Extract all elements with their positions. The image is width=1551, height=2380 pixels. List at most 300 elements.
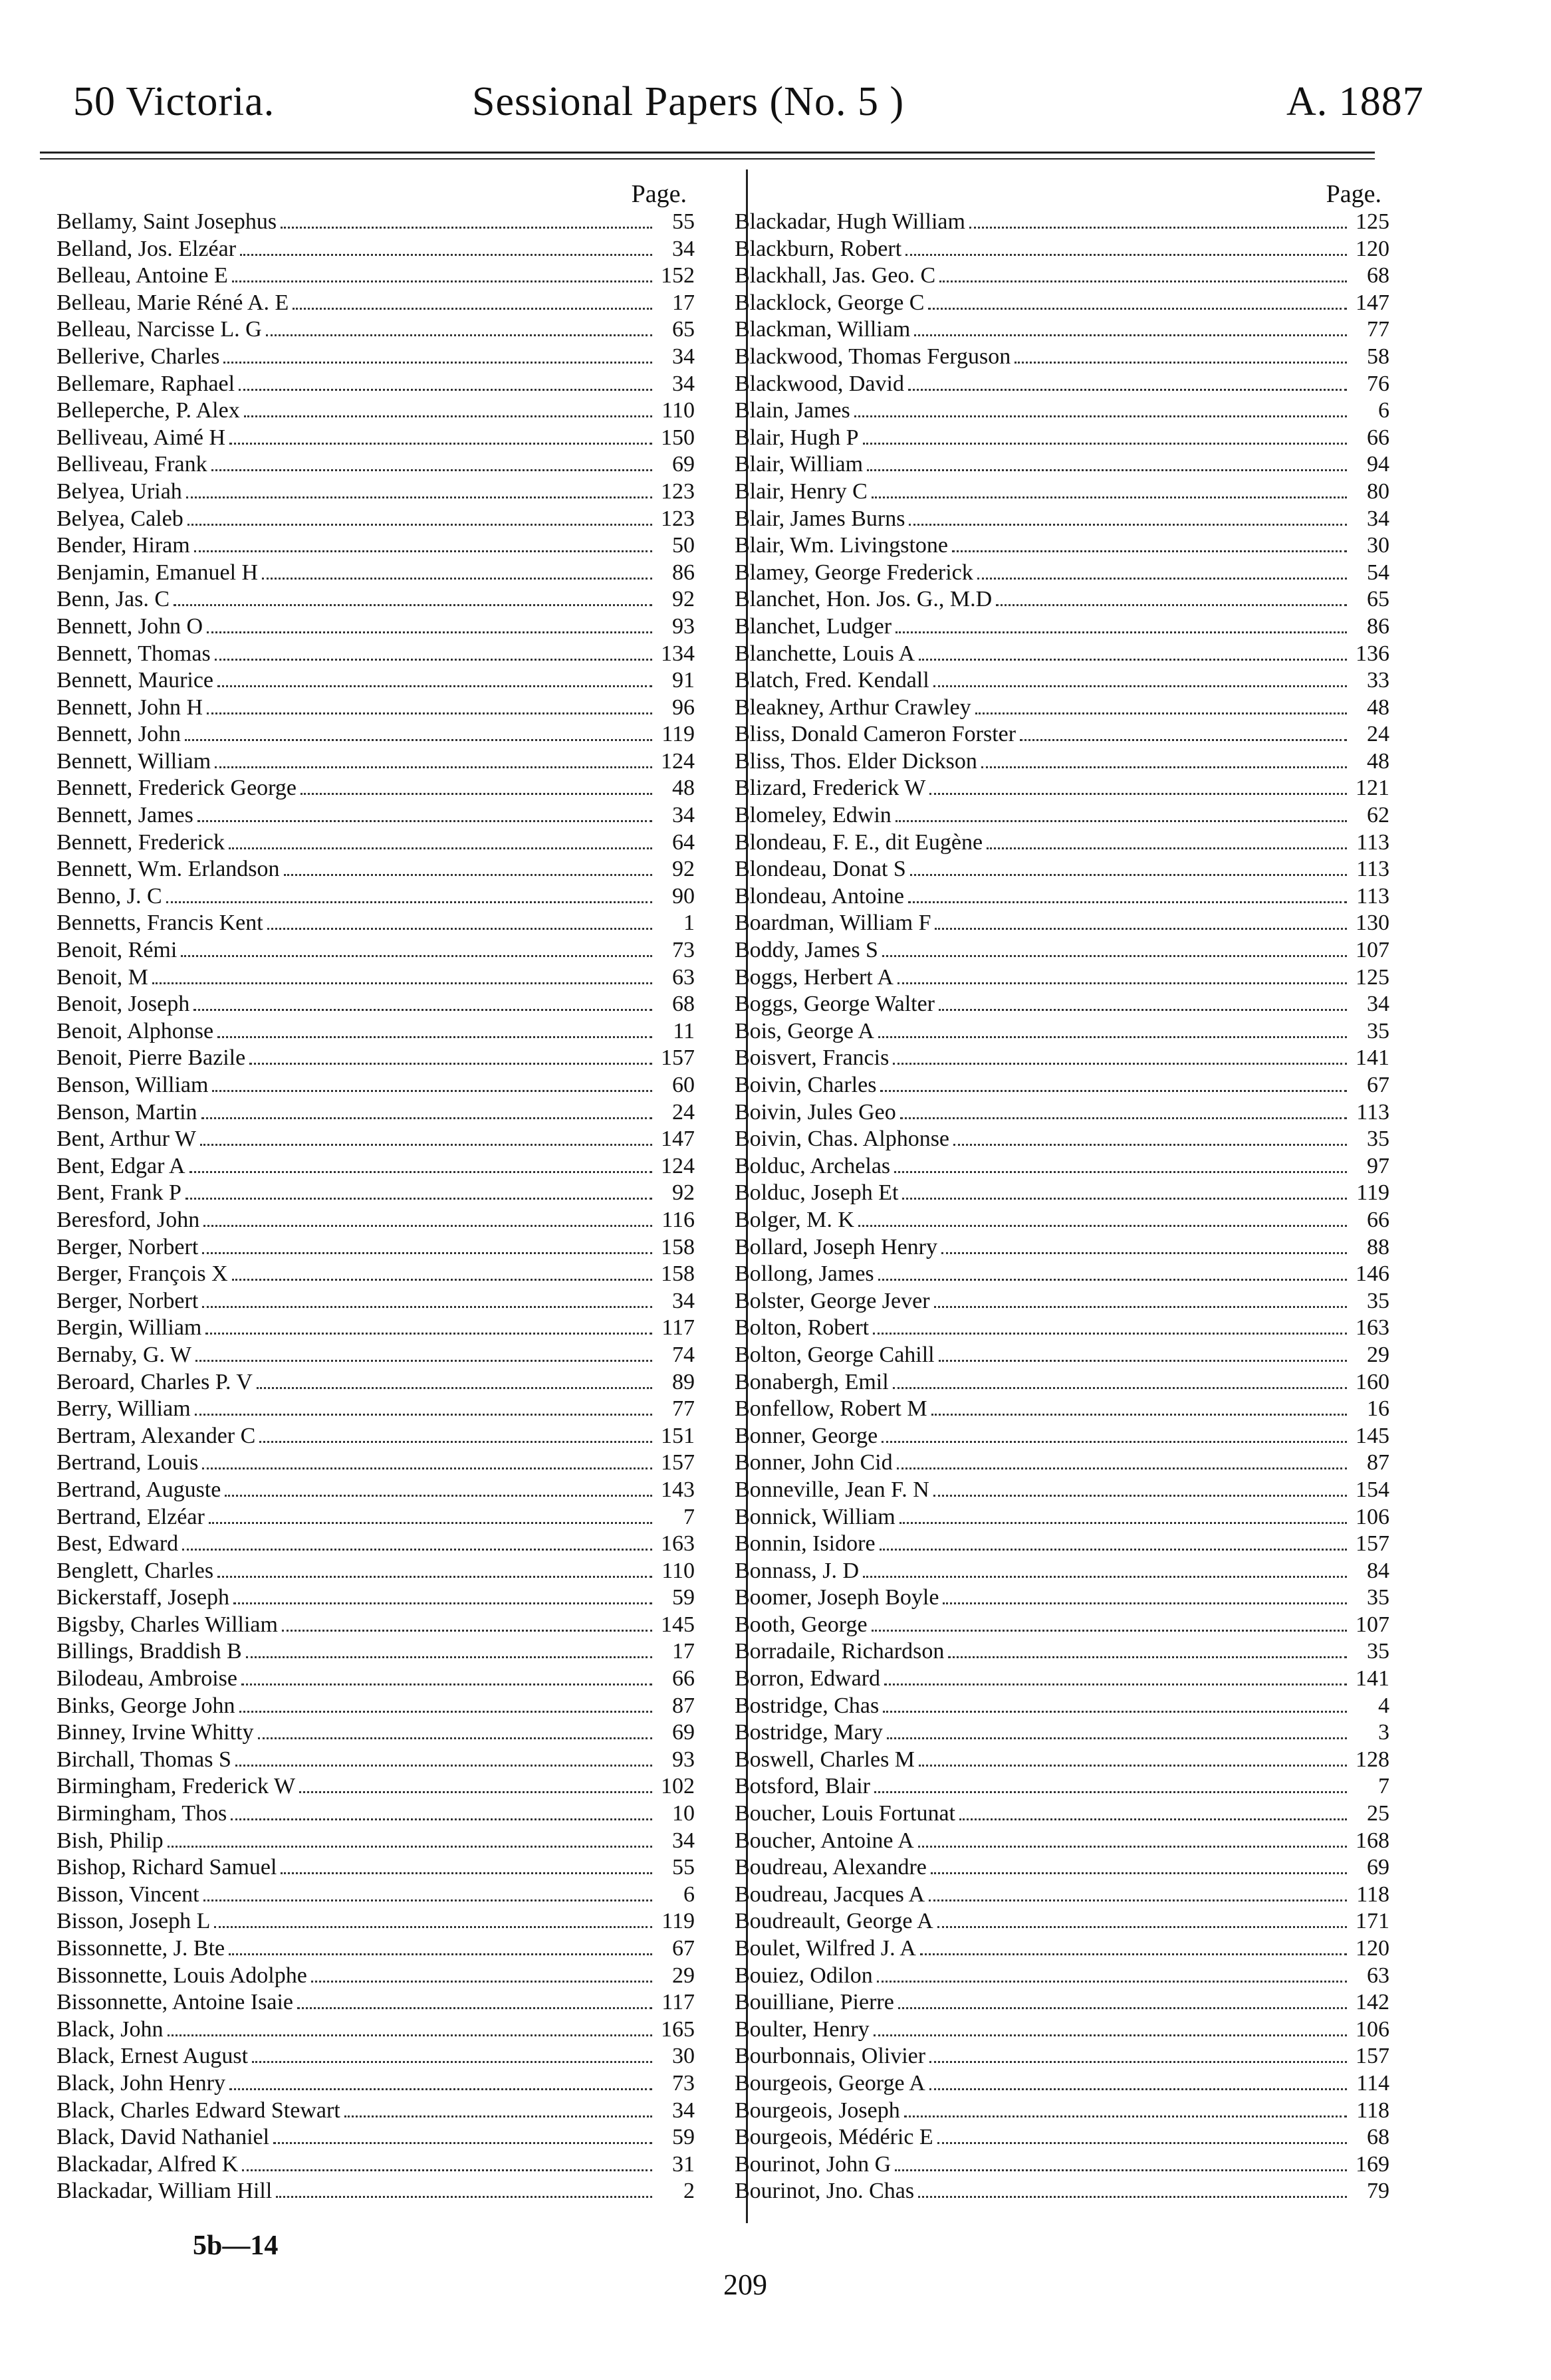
- index-entry: [735, 1908, 1389, 1935]
- entry-name: Bollong, James: [735, 1261, 874, 1287]
- dot-leader: [239, 389, 652, 391]
- dot-leader: [202, 1467, 652, 1469]
- dot-leader: [181, 955, 652, 957]
- dot-leader: [969, 227, 1347, 229]
- index-entry: [57, 1747, 695, 1774]
- dot-leader: [207, 631, 652, 633]
- entry-page: 121: [1356, 776, 1389, 801]
- entry-page: 165: [661, 2016, 695, 2042]
- dot-leader: [249, 1063, 652, 1065]
- index-entry: [57, 1018, 695, 1045]
- entry-name: Boddy, James S: [735, 938, 878, 963]
- entry-page: 55: [672, 1855, 695, 1880]
- entry-name: Blair, Henry C: [735, 479, 868, 504]
- index-entry: [57, 937, 695, 964]
- entry-page: 31: [672, 2151, 695, 2177]
- index-entry: [735, 856, 1389, 883]
- entry-name: Boucher, Antoine A: [735, 1828, 914, 1853]
- dot-leader: [895, 2169, 1347, 2171]
- dot-leader: [863, 1576, 1347, 1578]
- entry-name: Berger, François X: [57, 1261, 228, 1287]
- entry-page: 94: [1367, 452, 1389, 477]
- entry-name: Bouiez, Odilon: [735, 1963, 873, 1988]
- dot-leader: [215, 766, 652, 768]
- dot-leader: [920, 1953, 1347, 1955]
- entry-page: 67: [672, 1936, 695, 1961]
- dot-leader: [174, 604, 652, 606]
- index-entry: [735, 883, 1389, 911]
- dot-leader: [281, 227, 652, 229]
- entry-name: Blomeley, Edwin: [735, 803, 892, 828]
- entry-page: 118: [1356, 2098, 1389, 2123]
- entry-page: 29: [672, 1963, 695, 1988]
- entry-page: 157: [661, 1450, 695, 1475]
- entry-page: 92: [672, 857, 695, 882]
- entry-page: 158: [661, 1234, 695, 1259]
- entry-page: 119: [661, 722, 695, 747]
- entry-name: Blondeau, Antoine: [735, 883, 904, 909]
- entry-name: Bissonnette, Antoine Isaie: [57, 1990, 294, 2015]
- index-entry: [57, 1989, 695, 2016]
- dot-leader: [246, 1656, 652, 1658]
- index-entry: [57, 586, 695, 613]
- index-entry: [735, 641, 1389, 668]
- dot-leader: [195, 1360, 652, 1362]
- dot-leader: [952, 550, 1347, 552]
- entry-name: Birmingham, Thos: [57, 1801, 227, 1826]
- index-entry: [735, 1747, 1389, 1774]
- entry-name: Blamey, George Frederick: [735, 560, 973, 585]
- entry-page: 63: [672, 964, 695, 990]
- dot-leader: [293, 308, 652, 310]
- index-entry: [57, 641, 695, 668]
- dot-leader: [166, 901, 652, 903]
- entry-page: 106: [1356, 2016, 1389, 2042]
- index-entry: [735, 1342, 1389, 1369]
- entry-name: Bonner, George: [735, 1423, 878, 1448]
- dot-leader: [948, 1656, 1347, 1658]
- dot-leader: [908, 389, 1347, 391]
- entry-name: Bois, George A: [735, 1018, 874, 1043]
- entry-name: Bliss, Donald Cameron Forster: [735, 722, 1016, 747]
- dot-leader: [935, 928, 1347, 930]
- entry-name: Black, Ernest August: [57, 2044, 249, 2069]
- index-entry: [735, 1234, 1389, 1261]
- header-title: Sessional Papers (No. 5 ): [472, 79, 905, 124]
- entry-page: 2: [683, 2179, 695, 2204]
- index-entry: [57, 910, 695, 937]
- entry-name: Bourgeois, Joseph: [735, 2098, 900, 2123]
- index-entry: [57, 1638, 695, 1666]
- index-entry: [735, 344, 1389, 371]
- dot-leader: [902, 1198, 1347, 1200]
- index-entry: [735, 1153, 1389, 1180]
- index-entry: [57, 236, 695, 263]
- index-entry: [57, 1072, 695, 1099]
- header-session: 50 Victoria.: [73, 79, 275, 124]
- entry-name: Boudreau, Alexandre: [735, 1855, 927, 1880]
- index-entry: [735, 802, 1389, 829]
- dot-leader: [223, 362, 652, 364]
- entry-name: Bennett, John O: [57, 613, 203, 639]
- dot-leader: [943, 1602, 1347, 1604]
- dot-leader: [186, 496, 652, 498]
- entry-page: 107: [1356, 1612, 1389, 1637]
- index-entry: [735, 1963, 1389, 1990]
- entry-page: 30: [1367, 533, 1389, 558]
- dot-leader: [168, 2034, 652, 2036]
- entry-page: 55: [672, 209, 695, 234]
- index-entry: [57, 1584, 695, 1612]
- entry-name: Bonnass, J. D: [735, 1558, 860, 1583]
- entry-name: Birchall, Thomas S: [57, 1747, 231, 1772]
- entry-page: 123: [661, 479, 695, 504]
- page-column-heading: Page.: [1326, 180, 1381, 208]
- entry-page: 89: [672, 1369, 695, 1394]
- entry-page: 67: [1367, 1073, 1389, 1097]
- entry-name: Blatch, Fred. Kendall: [735, 668, 929, 693]
- entry-page: 154: [1356, 1477, 1389, 1502]
- index-entry: [57, 1693, 695, 1720]
- entry-page: 120: [1356, 1936, 1389, 1961]
- index-entry: [57, 802, 695, 829]
- dot-leader: [282, 1630, 652, 1632]
- index-entry: [57, 1963, 695, 1990]
- entry-name: Bourgeois, Médéric E: [735, 2125, 933, 2150]
- index-entry: [57, 1477, 695, 1504]
- index-entry: [57, 2178, 695, 2205]
- index-entry: [57, 1369, 695, 1396]
- index-entry: [57, 344, 695, 371]
- header-rule-thick: [40, 152, 1375, 154]
- entry-page: 69: [672, 1720, 695, 1745]
- entry-page: 68: [1367, 2125, 1389, 2150]
- entry-page: 59: [672, 1585, 695, 1610]
- index-entry: [57, 2016, 695, 2044]
- index-entry: [57, 1854, 695, 1882]
- entry-page: 35: [1367, 1127, 1389, 1152]
- entry-name: Bisson, Vincent: [57, 1882, 199, 1907]
- entry-name: Belliveau, Frank: [57, 452, 207, 477]
- index-entry: [735, 613, 1389, 641]
- entry-name: Belleau, Marie Réné A. E: [57, 290, 289, 315]
- dot-leader: [897, 1467, 1347, 1469]
- entry-page: 50: [672, 533, 695, 558]
- dot-leader: [858, 1225, 1347, 1227]
- entry-name: Belleau, Antoine E: [57, 263, 228, 288]
- index-entry: [735, 667, 1389, 695]
- dot-leader: [905, 254, 1347, 256]
- dot-leader: [897, 982, 1347, 984]
- index-entry: [735, 1584, 1389, 1612]
- entry-name: Blackwood, Thomas Ferguson: [735, 344, 1011, 369]
- entry-page: 73: [672, 2070, 695, 2096]
- index-entry: [735, 2151, 1389, 2179]
- entry-name: Bennett, Thomas: [57, 641, 211, 666]
- entry-page: 73: [672, 938, 695, 963]
- entry-page: 171: [1356, 1909, 1389, 1934]
- dot-leader: [242, 2169, 652, 2171]
- dot-leader: [874, 1791, 1347, 1793]
- entry-name: Bourinot, Jno. Chas: [735, 2179, 915, 2204]
- entry-name: Botsford, Blair: [735, 1774, 870, 1799]
- dot-leader: [197, 820, 652, 822]
- entry-name: Blair, William: [735, 452, 864, 477]
- dot-leader: [895, 820, 1347, 822]
- index-entry: [57, 695, 695, 722]
- entry-page: 151: [661, 1423, 695, 1448]
- entry-name: Berry, William: [57, 1396, 191, 1422]
- entry-page: 48: [1367, 748, 1389, 774]
- entry-page: 124: [661, 1153, 695, 1178]
- index-entry: [735, 2016, 1389, 2044]
- dot-leader: [203, 1225, 652, 1227]
- dot-leader: [300, 793, 652, 795]
- entry-name: Blackadar, Hugh William: [735, 209, 965, 234]
- dot-leader: [919, 659, 1347, 661]
- entry-name: Boucher, Louis Fortunat: [735, 1801, 955, 1826]
- index-entry: [57, 1719, 695, 1747]
- entry-page: 68: [672, 992, 695, 1017]
- dot-leader: [987, 847, 1347, 849]
- entry-page: 66: [1367, 1207, 1389, 1232]
- index-entry: [735, 586, 1389, 613]
- index-entry: [57, 829, 695, 857]
- index-entry: [735, 316, 1389, 344]
- entry-page: 124: [661, 748, 695, 774]
- entry-name: Boudreault, George A: [735, 1909, 933, 1934]
- page-number: 209: [723, 2268, 767, 2301]
- index-entry: [735, 1558, 1389, 1585]
- entry-page: 34: [672, 371, 695, 396]
- index-entry: [57, 1423, 695, 1450]
- index-entry: [57, 2124, 695, 2151]
- entry-page: 34: [672, 803, 695, 828]
- dot-leader: [894, 1171, 1347, 1173]
- dot-leader: [185, 739, 652, 741]
- entry-name: Benno, J. C: [57, 883, 162, 909]
- index-entry: [735, 1638, 1389, 1666]
- index-entry: [735, 1882, 1389, 1909]
- entry-page: 24: [672, 1099, 695, 1125]
- index-entry: [57, 991, 695, 1018]
- entry-name: Bostridge, Mary: [735, 1720, 883, 1745]
- entry-name: Bonnin, Isidore: [735, 1531, 876, 1557]
- entry-page: 117: [661, 1990, 695, 2015]
- index-entry: [57, 883, 695, 911]
- entry-name: Bertrand, Auguste: [57, 1477, 221, 1502]
- index-entry: [57, 748, 695, 776]
- index-entry: [735, 721, 1389, 748]
- entry-name: Bertrand, Elzéar: [57, 1504, 205, 1529]
- entry-name: Boivin, Charles: [735, 1073, 877, 1097]
- index-entry: [57, 1612, 695, 1639]
- index-list-left: [57, 209, 695, 2205]
- dot-leader: [297, 2007, 652, 2009]
- dot-leader: [899, 1522, 1347, 1524]
- entry-name: Bennett, Wm. Erlandson: [57, 857, 280, 882]
- index-entry: [57, 775, 695, 802]
- entry-name: Bennett, John: [57, 722, 181, 747]
- entry-name: Benson, William: [57, 1073, 209, 1097]
- entry-page: 88: [1367, 1234, 1389, 1259]
- entry-name: Blackadar, William Hill: [57, 2179, 273, 2204]
- entry-name: Blair, Hugh P: [735, 425, 859, 450]
- entry-page: 110: [661, 1558, 695, 1583]
- dot-leader: [189, 1171, 652, 1173]
- entry-name: Boomer, Joseph Boyle: [735, 1585, 939, 1610]
- dot-leader: [900, 1117, 1347, 1119]
- dot-leader: [273, 2142, 652, 2144]
- index-entry: [57, 1558, 695, 1585]
- entry-page: 158: [661, 1261, 695, 1287]
- entry-name: Bonner, John Cid: [735, 1450, 893, 1475]
- entry-page: 92: [672, 587, 695, 612]
- entry-page: 11: [673, 1018, 695, 1043]
- entry-page: 160: [1356, 1369, 1389, 1394]
- dot-leader: [854, 415, 1347, 417]
- entry-page: 142: [1356, 1990, 1389, 2015]
- dot-leader: [276, 2196, 652, 2198]
- dot-leader: [880, 1090, 1347, 1092]
- entry-name: Bolster, George Jever: [735, 1288, 930, 1313]
- entry-name: Bostridge, Chas: [735, 1693, 880, 1718]
- index-entry: [57, 1153, 695, 1180]
- entry-page: 35: [1367, 1288, 1389, 1313]
- index-column-right: [735, 179, 1389, 2205]
- entry-page: 65: [1367, 587, 1389, 612]
- dot-leader: [931, 1414, 1347, 1416]
- index-entry: [735, 1261, 1389, 1288]
- index-entry: [735, 1531, 1389, 1558]
- index-entry: [735, 1126, 1389, 1153]
- dot-leader: [1014, 362, 1347, 364]
- dot-leader: [259, 1441, 652, 1443]
- dot-leader: [209, 1522, 652, 1524]
- dot-leader: [975, 712, 1347, 714]
- entry-name: Bliss, Thos. Elder Dickson: [735, 748, 977, 774]
- entry-name: Bernaby, G. W: [57, 1342, 192, 1367]
- entry-name: Bissonnette, J. Bte: [57, 1936, 225, 1961]
- dot-leader: [200, 1144, 652, 1146]
- entry-name: Boswell, Charles M: [735, 1747, 915, 1772]
- entry-name: Berger, Norbert: [57, 1288, 199, 1313]
- dot-leader: [344, 2115, 652, 2117]
- entry-page: 86: [672, 560, 695, 585]
- entry-page: 120: [1356, 236, 1389, 261]
- dot-leader: [229, 443, 652, 445]
- header-year: A. 1887: [1286, 79, 1424, 124]
- dot-leader: [895, 631, 1347, 633]
- entry-page: 136: [1356, 641, 1389, 666]
- index-entry: [735, 964, 1389, 992]
- entry-name: Benoit, Pierre Bazile: [57, 1045, 246, 1071]
- index-entry: [735, 2070, 1389, 2098]
- dot-leader: [194, 550, 652, 552]
- dot-leader: [887, 1737, 1347, 1739]
- dot-leader: [931, 1872, 1347, 1874]
- entry-page: 97: [1367, 1153, 1389, 1178]
- entry-page: 168: [1356, 1828, 1389, 1853]
- dot-leader: [893, 1387, 1347, 1389]
- entry-name: Bennetts, Francis Kent: [57, 911, 263, 936]
- dot-leader: [953, 1144, 1347, 1146]
- entry-name: Blondeau, Donat S: [735, 857, 906, 882]
- entry-name: Blanchet, Ludger: [735, 613, 892, 639]
- entry-page: 33: [1367, 668, 1389, 693]
- entry-page: 76: [1367, 371, 1389, 396]
- entry-page: 87: [1367, 1450, 1389, 1475]
- entry-name: Bourbonnais, Olivier: [735, 2044, 926, 2069]
- dot-leader: [877, 1981, 1347, 1983]
- index-entry: [57, 316, 695, 344]
- entry-page: 30: [672, 2044, 695, 2069]
- entry-page: 10: [672, 1801, 695, 1826]
- entry-name: Boulter, Henry: [735, 2016, 870, 2042]
- index-entry: [735, 1207, 1389, 1234]
- dot-leader: [981, 766, 1347, 768]
- entry-name: Birmingham, Frederick W: [57, 1774, 296, 1799]
- entry-page: 24: [1367, 722, 1389, 747]
- entry-page: 65: [672, 317, 695, 342]
- entry-page: 17: [672, 290, 695, 315]
- index-entry: [57, 1180, 695, 1207]
- index-entry: [735, 1693, 1389, 1720]
- dot-leader: [182, 1549, 652, 1551]
- entry-page: 93: [672, 1747, 695, 1772]
- entry-page: 79: [1367, 2179, 1389, 2204]
- index-entry: [57, 1126, 695, 1153]
- entry-name: Bonneville, Jean F. N: [735, 1477, 929, 1502]
- entry-page: 66: [1367, 425, 1389, 450]
- index-entry: [57, 613, 695, 641]
- entry-page: 3: [1378, 1720, 1389, 1745]
- entry-page: 123: [661, 506, 695, 531]
- dot-leader: [211, 469, 652, 471]
- dot-leader: [867, 469, 1347, 471]
- dot-leader: [203, 1899, 652, 1901]
- entry-name: Benglett, Charles: [57, 1558, 214, 1583]
- dot-leader: [893, 1063, 1347, 1065]
- entry-name: Beroard, Charles P. V: [57, 1369, 253, 1394]
- entry-name: Boardman, William F: [735, 911, 931, 936]
- dot-leader: [205, 1333, 652, 1335]
- entry-page: 146: [1356, 1261, 1389, 1287]
- entry-page: 157: [661, 1045, 695, 1071]
- dot-leader: [202, 1252, 652, 1254]
- entry-name: Bollard, Joseph Henry: [735, 1234, 938, 1259]
- index-entry: [57, 1908, 695, 1935]
- dot-leader: [193, 1009, 652, 1011]
- dot-leader: [212, 1090, 652, 1092]
- index-entry: [735, 1288, 1389, 1315]
- entry-name: Benn, Jas. C: [57, 587, 170, 612]
- index-entry: [57, 2098, 695, 2125]
- entry-page: 152: [661, 263, 695, 288]
- dot-leader: [941, 1252, 1347, 1254]
- entry-name: Bigsby, Charles William: [57, 1612, 278, 1637]
- entry-name: Belliveau, Aimé H: [57, 425, 226, 450]
- entry-name: Boulet, Wilfred J. A: [735, 1936, 916, 1961]
- entry-page: 87: [672, 1693, 695, 1718]
- entry-page: 163: [1356, 1315, 1389, 1341]
- dot-leader: [884, 1683, 1347, 1685]
- index-entry: [57, 397, 695, 425]
- entry-name: Boivin, Jules Geo: [735, 1099, 896, 1125]
- entry-name: Benoit, Rémi: [57, 938, 178, 963]
- dot-leader: [195, 1414, 652, 1416]
- entry-name: Black, John: [57, 2016, 164, 2042]
